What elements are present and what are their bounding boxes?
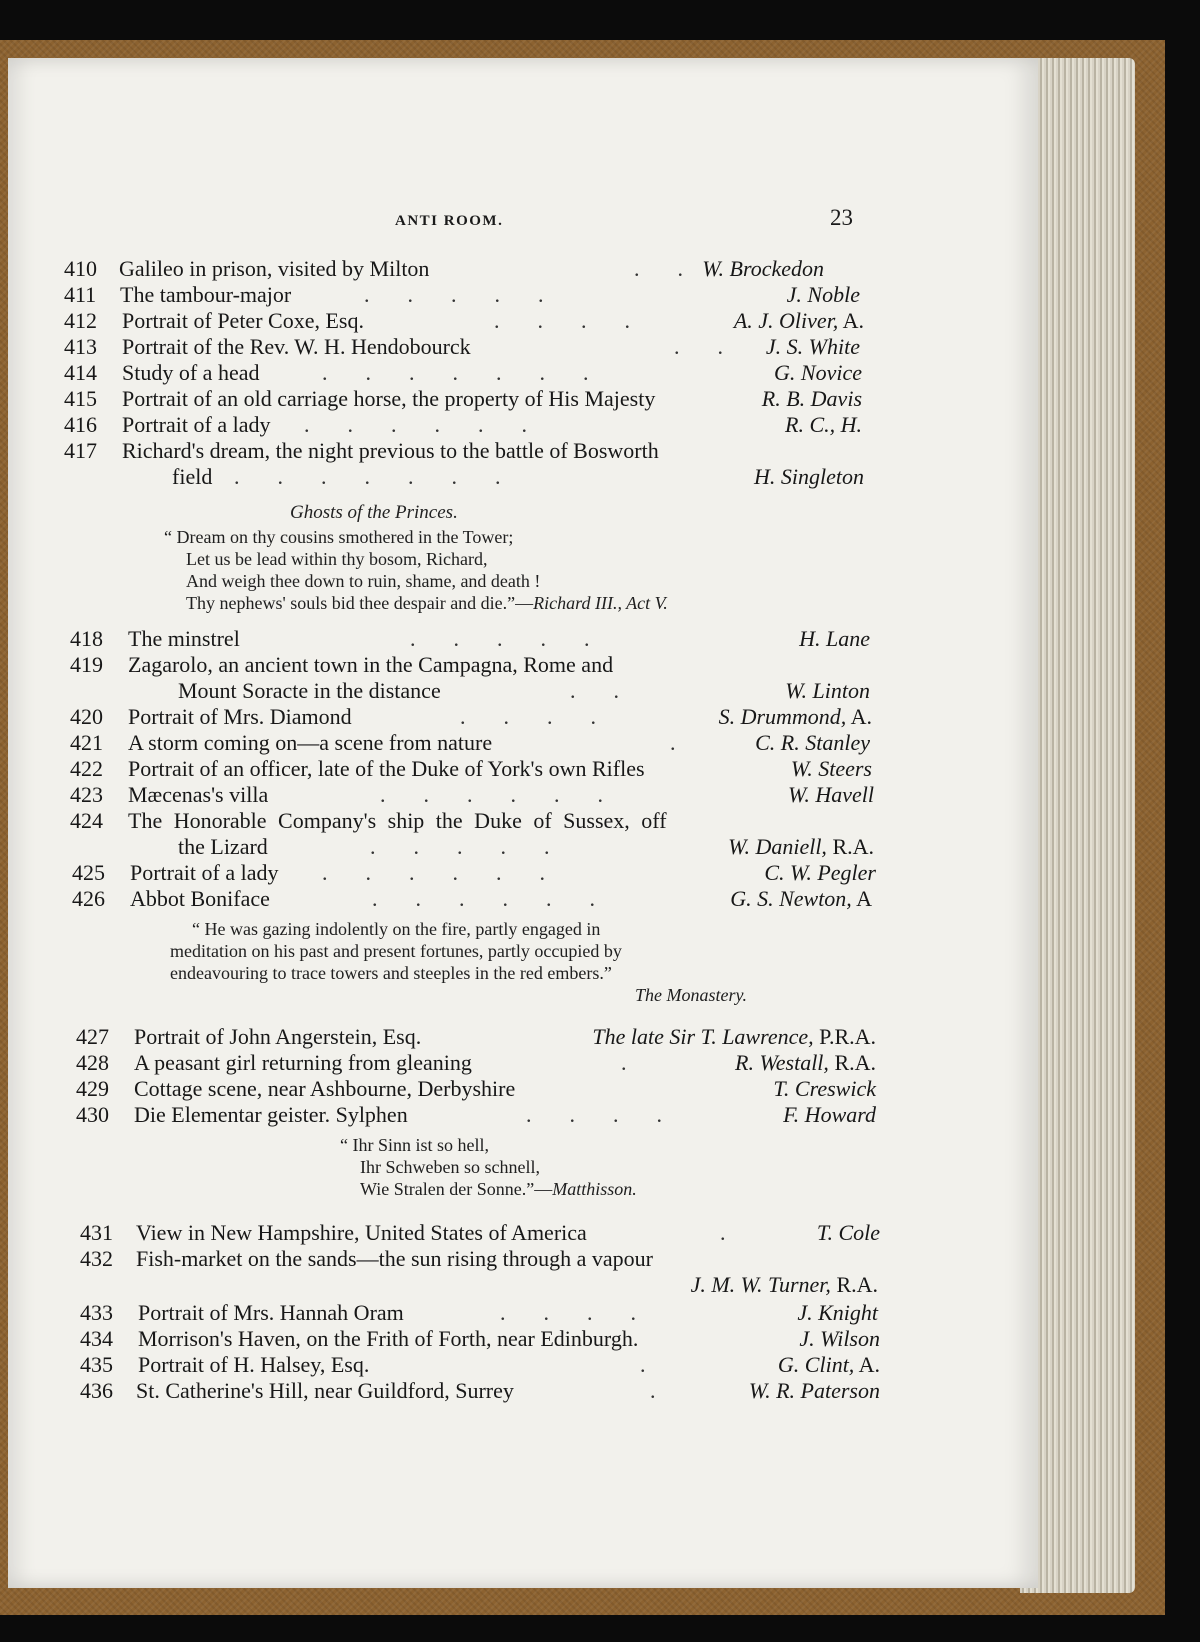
entry-artist: G. Clint, A. <box>777 1352 880 1377</box>
entry-title: Mæcenas's villa <box>128 782 269 807</box>
entry-title: St. Catherine's Hill, near Guildford, Surrey <box>136 1378 514 1403</box>
entry-title: Galileo in prison, visited by Milton <box>119 256 430 281</box>
quote-line: Let us be lead within thy bosom, Richard, <box>186 549 488 569</box>
entry-title: The minstrel <box>128 626 240 651</box>
catalogue-entry: 417 Richard's dream, the night previous to the battle of Bosworth field ....... H. Singleton <box>64 438 864 489</box>
entry-title: Portrait of an officer, late of the Duke of York's own Rifles <box>128 756 645 781</box>
entry-title: A storm coming on—a scene from nature <box>128 730 493 755</box>
entry-number: 436 <box>80 1378 113 1403</box>
quote-line: “ He was gazing indolently on the fire, partly engaged in <box>192 919 601 939</box>
entry-title: Die Elementar geister. Sylphen <box>134 1102 408 1127</box>
catalogue-entry: 430 Die Elementar geister. Sylphen .... F. Howard <box>76 1102 876 1127</box>
quotation <box>340 1134 637 1200</box>
entry-artist: W. R. Paterson <box>748 1378 880 1403</box>
entry-artist: W. Steers <box>790 756 872 781</box>
catalogue-entry: 426 Abbot Boniface ...... G. S. Newton, A <box>72 886 872 911</box>
catalogue-entry <box>70 756 872 782</box>
catalogue-entry: 413 Portrait of the Rev. W. H. Hendobourck .. J. S. White <box>64 334 860 359</box>
entry-title: Portrait of the Rev. W. H. Hendobourck <box>122 334 471 359</box>
entry-artist: S. Drummond, A. <box>718 704 872 729</box>
quote-line: And weigh thee down to ruin, shame, and death ! <box>186 571 541 591</box>
quote-line: meditation on his past and present fortunes, partly occupied by <box>170 941 622 961</box>
quote-line: Ihr Schweben so schnell, <box>360 1157 540 1177</box>
entry-artist: A. J. Oliver, A. <box>733 308 864 333</box>
catalogue-entry: 416 Portrait of a lady ...... R. C., H. <box>64 412 862 437</box>
quote-source: The Monastery. <box>635 985 747 1005</box>
catalogue-entry: 410 Galileo in prison, visited by Milton .. W. Brockedon <box>64 256 824 281</box>
entry-number: 431 <box>80 1220 113 1245</box>
quote-line: “ Dream on thy cousins smothered in the Tower; <box>164 527 514 547</box>
catalogue-entry: 420 Portrait of Mrs. Diamond .... S. Drummond, A. <box>70 704 872 729</box>
entry-artist: R. C., H. <box>785 412 862 437</box>
entry-number: 411 <box>64 282 97 307</box>
catalogue-entry: 411 The tambour-major ..... J. Noble <box>64 282 860 307</box>
entry-artist: W. Linton <box>785 678 870 703</box>
catalogue-entry: 423 Mæcenas's villa ...... W. Havell <box>70 782 874 807</box>
entry-title: Portrait of Peter Coxe, Esq. <box>122 308 364 333</box>
catalogue-entry: 414 Study of a head ....... G. Novice <box>64 360 862 385</box>
entry-number: 421 <box>70 730 103 755</box>
entry-title-continued: Mount Soracte in the distance <box>178 678 441 703</box>
entry-artist: C. R. Stanley <box>755 730 870 755</box>
quote-line: Thy nephews' souls bid thee despair and die.”—Richard III., Act V. <box>186 593 668 613</box>
entry-artist: R. B. Davis <box>761 386 862 411</box>
quotation <box>170 918 747 1006</box>
entry-artist: T. Creswick <box>773 1076 876 1101</box>
entry-title: A peasant girl returning from gleaning <box>134 1050 472 1075</box>
entry-title-continued: the Lizard <box>178 834 268 859</box>
entry-artist: G. S. Newton, A <box>730 886 872 911</box>
catalogue-entry: 435 Portrait of H. Halsey, Esq. . G. Clint, A. <box>80 1352 880 1377</box>
entry-number: 412 <box>64 308 97 333</box>
entry-number: 422 <box>70 756 103 781</box>
entry-number: 410 <box>64 256 97 281</box>
entry-title: Richard's dream, the night previous to the battle of Bosworth <box>122 438 659 463</box>
entry-artist: F. Howard <box>783 1102 876 1127</box>
entry-title: The Honorable Company's ship the Duke of Sussex, off <box>128 808 667 833</box>
entry-number: 428 <box>76 1050 109 1075</box>
entry-title: Portrait of a lady <box>122 412 271 437</box>
entry-artist: W. Havell <box>788 782 874 807</box>
entry-artist: W. Brockedon <box>702 256 824 281</box>
entry-title: Portrait of H. Halsey, Esq. <box>138 1352 370 1377</box>
catalogue-entry: 421 A storm coming on—a scene from nature . C. R. Stanley <box>70 730 870 755</box>
entry-number: 417 <box>64 438 97 463</box>
quote-line: Wie Stralen der Sonne.”—Matthisson. <box>360 1179 637 1199</box>
entry-artist: The late Sir T. Lawrence, P.R.A. <box>592 1024 876 1049</box>
entry-title: Zagarolo, an ancient town in the Campagna, Rome and <box>128 652 614 677</box>
entry-number: 420 <box>70 704 103 729</box>
catalogue-entry <box>64 386 862 412</box>
entry-number: 425 <box>72 860 105 885</box>
entry-number: 434 <box>80 1326 113 1351</box>
entry-title-continued: field <box>172 464 213 489</box>
catalogue-entry <box>80 1246 878 1298</box>
quotation <box>164 526 668 614</box>
entry-number: 430 <box>76 1102 109 1127</box>
entry-title: Fish-market on the sands—the sun rising through a vapour <box>136 1246 653 1271</box>
quote-line: endeavouring to trace towers and steeples in the red embers.” <box>170 963 612 983</box>
entry-number: 427 <box>76 1024 109 1049</box>
entry-artist: W. Daniell, R.A. <box>728 834 874 859</box>
catalogue-entry: 431 View in New Hampshire, United States of America . T. Cole <box>80 1220 880 1245</box>
entry-artist: H. Lane <box>799 626 870 651</box>
catalogue-entry <box>76 1076 876 1102</box>
entry-number: 414 <box>64 360 97 385</box>
entry-number: 432 <box>80 1246 113 1271</box>
running-header: ANTI ROOM. <box>395 213 504 229</box>
entry-artist: C. W. Pegler <box>764 860 876 885</box>
catalogue-entry: 436 St. Catherine's Hill, near Guildford, Surrey . W. R. Paterson <box>80 1378 880 1403</box>
entry-number: 429 <box>76 1076 109 1101</box>
entry-number: 423 <box>70 782 103 807</box>
page-number: 23 <box>830 205 853 230</box>
catalogue-entry: 433 Portrait of Mrs. Hannah Oram .... J. Knight <box>80 1300 878 1325</box>
entry-title: View in New Hampshire, United States of America <box>136 1220 587 1245</box>
entry-title: Study of a head <box>122 360 260 385</box>
entry-title: Portrait of an old carriage horse, the property of His Majesty <box>122 386 656 411</box>
entry-artist: T. Cole <box>816 1220 880 1245</box>
entry-artist: J. S. White <box>765 334 860 359</box>
quote-line: “ Ihr Sinn ist so hell, <box>340 1135 489 1155</box>
entry-artist: H. Singleton <box>754 464 864 489</box>
entry-title: Portrait of Mrs. Diamond <box>128 704 352 729</box>
catalogue-entry <box>76 1024 876 1050</box>
entry-title: Abbot Boniface <box>130 886 270 911</box>
entry-artist: R. Westall, R.A. <box>735 1050 876 1075</box>
catalogue-entry: 412 Portrait of Peter Coxe, Esq. .... A. J. Oliver, A. <box>64 308 864 333</box>
entry-title: Portrait of a lady <box>130 860 279 885</box>
entry-title: Cottage scene, near Ashbourne, Derbyshire <box>134 1076 516 1101</box>
catalogue-entry <box>80 1326 880 1352</box>
entry-number: 426 <box>72 886 105 911</box>
catalogue-entry: 428 A peasant girl returning from gleaning . R. Westall, R.A. <box>76 1050 876 1075</box>
entry-number: 424 <box>70 808 103 833</box>
entry-title: Portrait of John Angerstein, Esq. <box>134 1024 422 1049</box>
entry-title: Portrait of Mrs. Hannah Oram <box>138 1300 404 1325</box>
entry-title: The tambour-major <box>120 282 292 307</box>
quote-heading: Ghosts of the Princes. <box>290 502 458 523</box>
entry-title: Morrison's Haven, on the Frith of Forth, near Edinburgh. <box>138 1326 639 1351</box>
catalogue-entry: 424 The Honorable Company's ship the Duke of Sussex, off the Lizard ..... W. Daniell, R.A. <box>70 808 874 859</box>
entry-artist: J. M. W. Turner, R.A. <box>690 1272 878 1297</box>
entry-number: 435 <box>80 1352 113 1377</box>
entry-number: 419 <box>70 652 103 677</box>
entry-number: 418 <box>70 626 103 651</box>
catalogue-entry: 418 The minstrel ..... H. Lane <box>70 626 870 651</box>
entry-artist: G. Novice <box>774 360 862 385</box>
entry-number: 413 <box>64 334 97 359</box>
entry-artist: J. Wilson <box>799 1326 880 1351</box>
entry-number: 433 <box>80 1300 113 1325</box>
catalogue-entry: 419 Zagarolo, an ancient town in the Campagna, Rome and Mount Soracte in the distance .. W. Linton <box>70 652 870 703</box>
entry-artist: J. Knight <box>797 1300 878 1325</box>
entry-number: 415 <box>64 386 97 411</box>
catalogue-entry: 425 Portrait of a lady ...... C. W. Pegler <box>72 860 876 885</box>
entry-number: 416 <box>64 412 97 437</box>
entry-artist: J. Noble <box>786 282 860 307</box>
